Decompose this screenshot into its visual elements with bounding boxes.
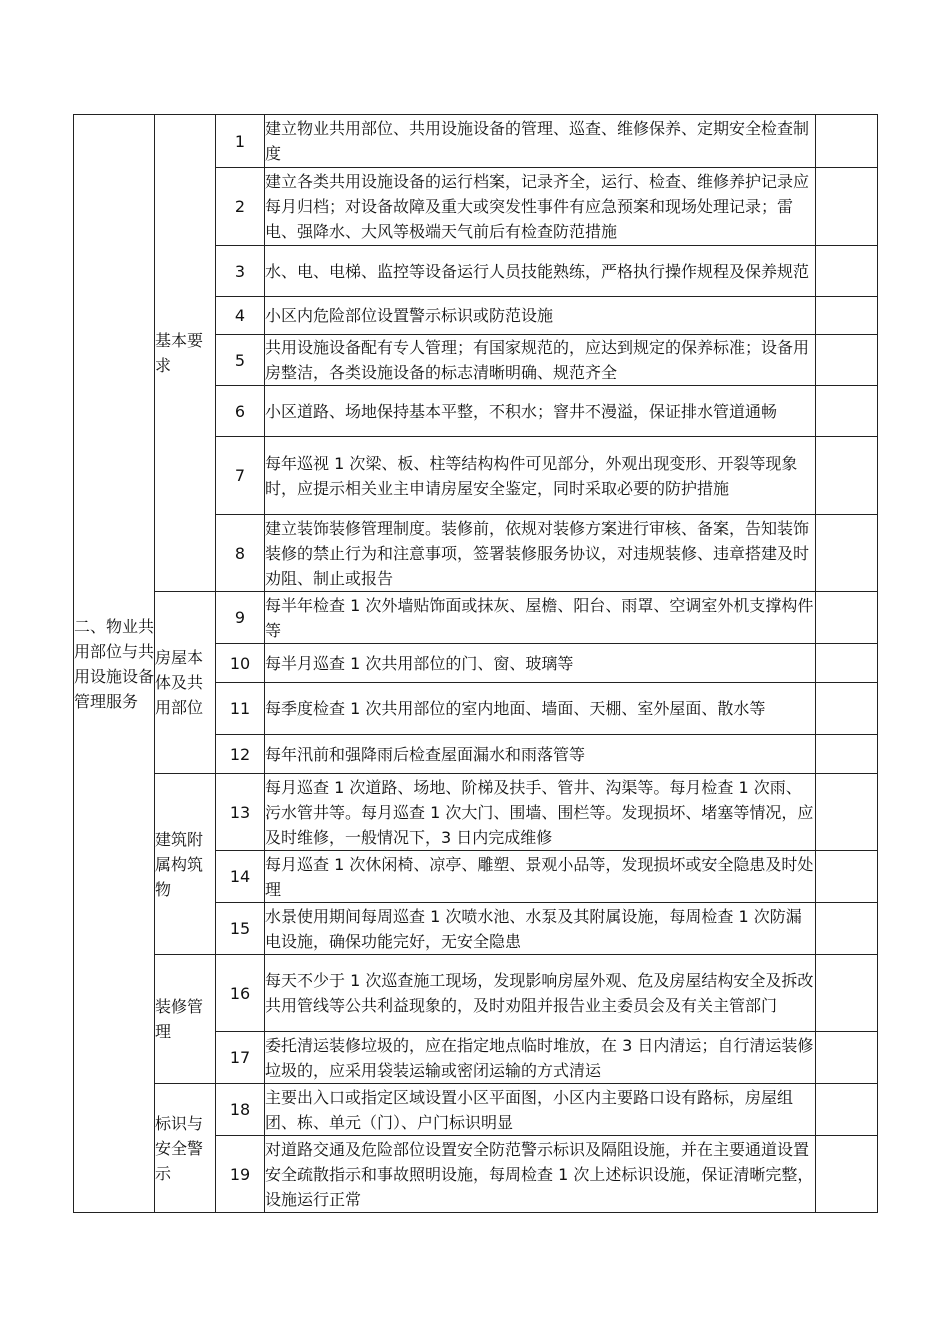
item-requirement-cell: 主要出入口或指定区域设置小区平面图，小区内主要路口设有路标，房屋组团、栋、单元（门）、户门标识明显 (265, 1084, 816, 1136)
item-requirement-cell: 每半年检查 1 次外墙贴饰面或抹灰、屋檐、阳台、雨罩、空调室外机支撑构件等 (265, 592, 816, 644)
item-requirement-cell: 水景使用期间每周巡查 1 次喷水池、水泵及其附属设施，每周检查 1 次防漏电设施，确保功能完好，无安全隐患 (265, 903, 816, 955)
empty-remarks-cell (816, 1084, 878, 1136)
table-row (74, 1084, 878, 1136)
empty-remarks-cell (816, 903, 878, 955)
item-requirement-cell: 每季度检查 1 次共用部位的室内地面、墙面、天棚、室外屋面、散水等 (265, 683, 816, 735)
group-name-cell: 建筑附属构筑物 (155, 774, 216, 955)
category-cell: 二、物业共用部位与共用设施设备管理服务 (74, 115, 155, 1213)
item-number-cell: 4 (216, 297, 265, 335)
empty-remarks-cell (816, 335, 878, 386)
item-number-cell: 17 (216, 1032, 265, 1084)
empty-remarks-cell (816, 115, 878, 168)
item-number-cell: 15 (216, 903, 265, 955)
item-number-cell: 6 (216, 386, 265, 437)
item-number-cell: 19 (216, 1136, 265, 1213)
item-number-cell: 13 (216, 774, 265, 851)
item-number-cell: 9 (216, 592, 265, 644)
item-number-cell: 7 (216, 437, 265, 515)
empty-remarks-cell (816, 851, 878, 903)
item-number-cell: 12 (216, 735, 265, 774)
table-row (74, 955, 878, 1032)
item-number-cell: 14 (216, 851, 265, 903)
item-number-cell: 11 (216, 683, 265, 735)
item-number-cell: 2 (216, 168, 265, 246)
item-requirement-cell: 每年汛前和强降雨后检查屋面漏水和雨落管等 (265, 735, 816, 774)
group-name-cell: 基本要求 (155, 115, 216, 592)
empty-remarks-cell (816, 437, 878, 515)
item-requirement-cell: 水、电、电梯、监控等设备运行人员技能熟练，严格执行操作规程及保养规范 (265, 246, 816, 297)
empty-remarks-cell (816, 735, 878, 774)
empty-remarks-cell (816, 386, 878, 437)
item-requirement-cell: 每月巡查 1 次休闲椅、凉亭、雕塑、景观小品等，发现损坏或安全隐患及时处理 (265, 851, 816, 903)
item-requirement-cell: 每月巡查 1 次道路、场地、阶梯及扶手、管井、沟渠等。每月检查 1 次雨、污水管井等。每月巡查 1 次大门、围墙、围栏等。发现损坏、堵塞等情况，应及时维修，一般情况下，3 日内完成维修 (265, 774, 816, 851)
table-row (74, 115, 878, 168)
table-row (74, 592, 878, 644)
item-number-cell: 3 (216, 246, 265, 297)
item-requirement-cell: 委托清运装修垃圾的，应在指定地点临时堆放，在 3 日内清运；自行清运装修垃圾的，应采用袋装运输或密闭运输的方式清运 (265, 1032, 816, 1084)
item-requirement-cell: 共用设施设备配有专人管理；有国家规范的，应达到规定的保养标准；设备用房整洁，各类设施设备的标志清晰明确、规范齐全 (265, 335, 816, 386)
empty-remarks-cell (816, 168, 878, 246)
item-number-cell: 1 (216, 115, 265, 168)
empty-remarks-cell (816, 515, 878, 592)
item-requirement-cell: 建立物业共用部位、共用设施设备的管理、巡查、维修保养、定期安全检查制度 (265, 115, 816, 168)
table-row (74, 774, 878, 851)
empty-remarks-cell (816, 592, 878, 644)
item-requirement-cell: 建立各类共用设施设备的运行档案，记录齐全，运行、检查、维修养护记录应每月归档；对设备故障及重大或突发性事件有应急预案和现场处理记录；雷电、强降水、大风等极端天气前后有检查防范措施 (265, 168, 816, 246)
item-number-cell: 10 (216, 644, 265, 683)
item-requirement-cell: 小区道路、场地保持基本平整，不积水；窨井不漫溢，保证排水管道通畅 (265, 386, 816, 437)
empty-remarks-cell (816, 644, 878, 683)
empty-remarks-cell (816, 297, 878, 335)
item-requirement-cell: 建立装饰装修管理制度。装修前，依规对装修方案进行审核、备案，告知装饰装修的禁止行为和注意事项，签署装修服务协议，对违规装修、违章搭建及时劝阻、制止或报告 (265, 515, 816, 592)
item-requirement-cell: 每天不少于 1 次巡查施工现场，发现影响房屋外观、危及房屋结构安全及拆改共用管线等公共利益现象的，及时劝阻并报告业主委员会及有关主管部门 (265, 955, 816, 1032)
service-standard-table (73, 114, 878, 1213)
item-requirement-cell: 小区内危险部位设置警示标识或防范设施 (265, 297, 816, 335)
empty-remarks-cell (816, 955, 878, 1032)
empty-remarks-cell (816, 774, 878, 851)
group-name-cell: 标识与安全警示 (155, 1084, 216, 1213)
empty-remarks-cell (816, 683, 878, 735)
item-number-cell: 8 (216, 515, 265, 592)
group-name-cell: 装修管理 (155, 955, 216, 1084)
item-requirement-cell: 每半月巡查 1 次共用部位的门、窗、玻璃等 (265, 644, 816, 683)
item-number-cell: 16 (216, 955, 265, 1032)
empty-remarks-cell (816, 1136, 878, 1213)
group-name-cell: 房屋本体及共用部位 (155, 592, 216, 774)
item-number-cell: 18 (216, 1084, 265, 1136)
item-number-cell: 5 (216, 335, 265, 386)
item-requirement-cell: 每年巡视 1 次梁、板、柱等结构构件可见部分，外观出现变形、开裂等现象时，应提示相关业主申请房屋安全鉴定，同时采取必要的防护措施 (265, 437, 816, 515)
empty-remarks-cell (816, 1032, 878, 1084)
item-requirement-cell: 对道路交通及危险部位设置安全防范警示标识及隔阻设施，并在主要通道设置安全疏散指示和事故照明设施，每周检查 1 次上述标识设施，保证清晰完整，设施运行正常 (265, 1136, 816, 1213)
table-body (74, 115, 878, 1213)
empty-remarks-cell (816, 246, 878, 297)
